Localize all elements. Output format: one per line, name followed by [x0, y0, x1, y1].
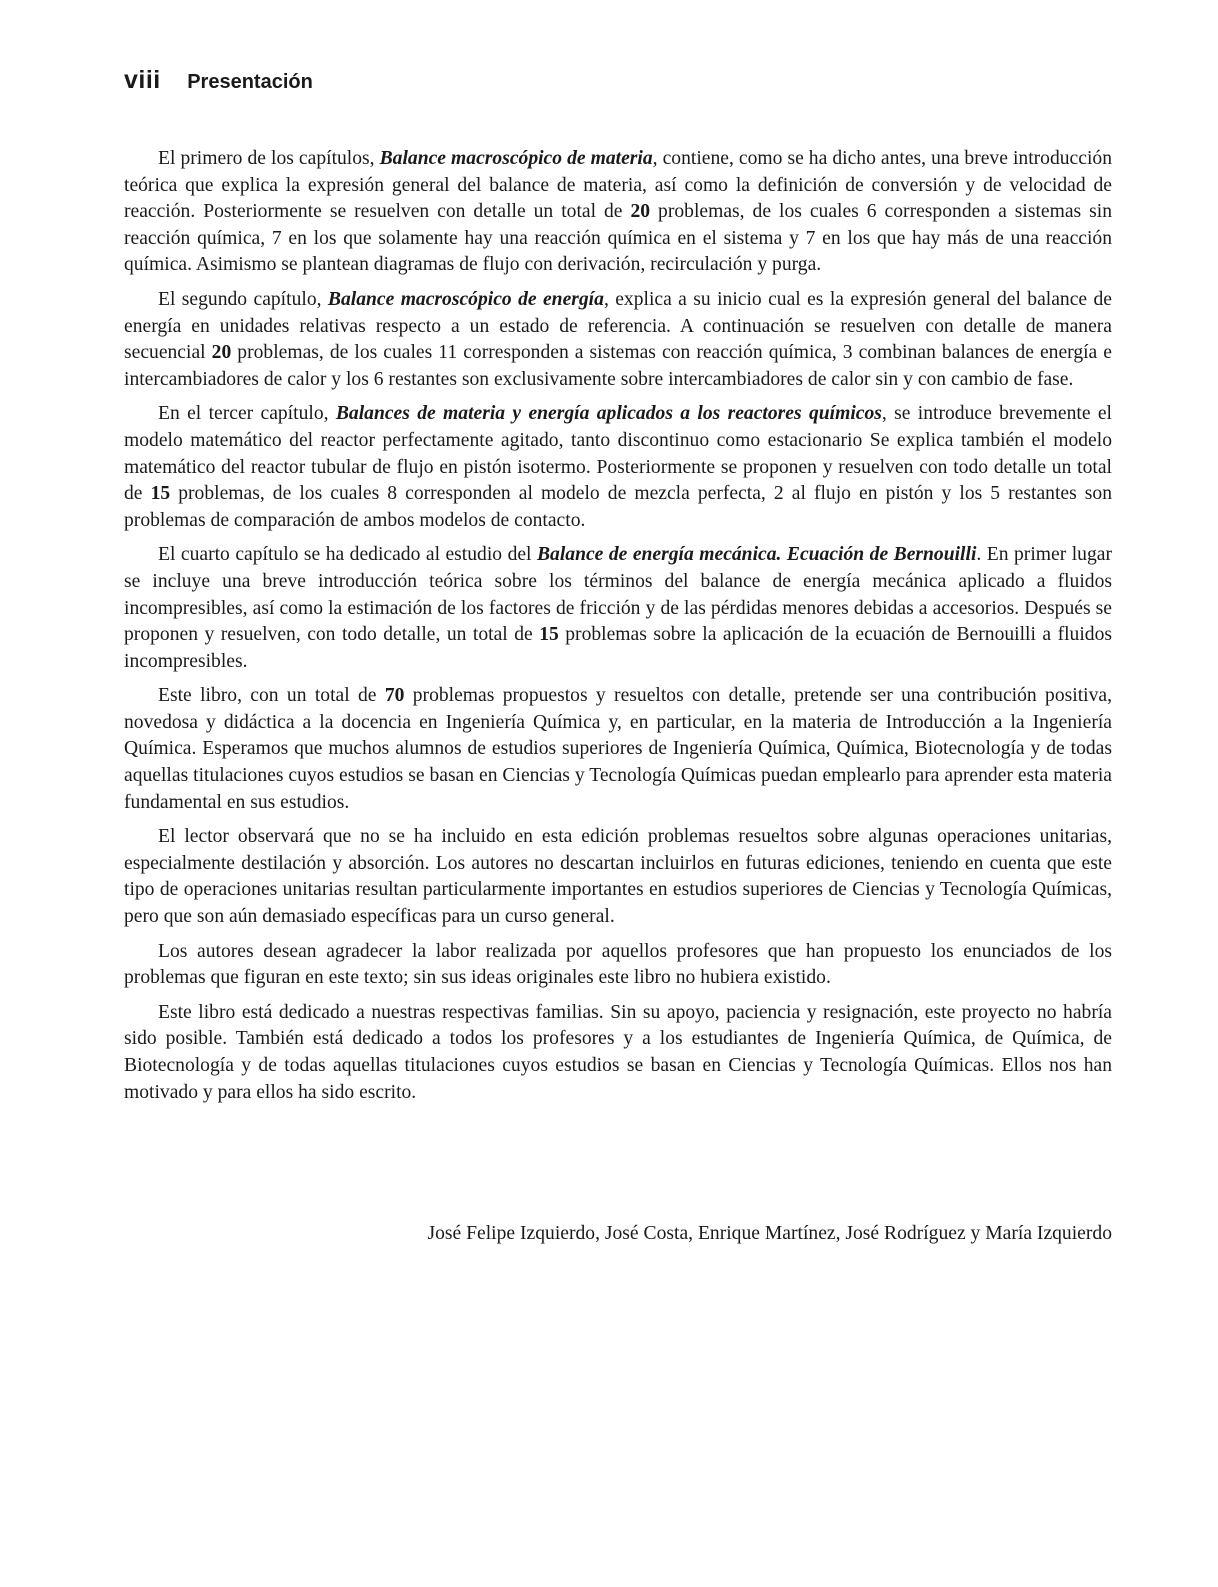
text-run: problemas, de los cuales 11 corresponden a sistemas con reacción química, 3 combinan balances de energía e intercambiadores de calor y los 6 restantes son exclusivamente sobre intercambiadores de calor sin y con cambio de fase. [124, 342, 1112, 390]
problem-count: 20 [630, 201, 651, 223]
section-title: Presentación [187, 71, 313, 93]
body-text [124, 146, 1112, 1114]
paragraph [124, 401, 1112, 534]
chapter-title-emphasis: Balance macroscópico de materia [379, 148, 653, 169]
text-run: Este libro está dedicado a nuestras respectivas familias. Sin su apoyo, paciencia y resignación, este proyecto no habría sido posible. También está dedicado a todos los profesores y a los estudiantes de Ingeniería Química, de Química, de Biotecnología y de todas aquellas titulaciones cuyos estudios se basan en Ciencias y Tecnología Químicas. Ellos nos han motivado y para ellos ha sido escrito. [124, 1001, 1112, 1103]
text-run: El segundo capítulo, [158, 288, 328, 310]
text-run: El primero de los capítulos, [158, 148, 380, 169]
text-run: El lector observará que no se ha incluido en esta edición problemas resueltos sobre algunas operaciones unitarias, especialmente destilación y absorción. Los autores no descartan incluirlos en futuras ediciones, teniendo en cuenta que este tipo de operaciones unitarias resultan particularmente importantes en estudios superiores de Ciencias y Tecnología Químicas, pero que son aún demasiado específicas para un curso general. [124, 826, 1112, 928]
problem-count: 15 [150, 483, 171, 505]
text-run: En el tercer capítulo, [158, 403, 336, 425]
paragraph [124, 287, 1112, 393]
text-run: problemas, de los cuales 8 corresponden al modelo de mezcla perfecta, 2 al flujo en pistón y los 5 restantes son problemas de comparación de ambos modelos de contacto. [124, 483, 1112, 531]
authors-signature: José Felipe Izquierdo, José Costa, Enrique Martínez, José Rodríguez y María Izquierdo [427, 1223, 1112, 1244]
text-run: problemas, de los cuales 6 corresponden a sistemas sin reacción química, 7 en los que solamente hay una reacción química en el sistema y 7 en los que hay más de una reacción química. Asimismo se plantean diagramas de flujo con derivación, recirculación y purga. [124, 201, 1112, 276]
paragraph [124, 824, 1112, 930]
chapter-title-emphasis: Balances de materia y energía aplicados a los reactores químicos [335, 403, 882, 425]
paragraph [124, 1000, 1112, 1106]
paragraph [124, 939, 1112, 992]
paragraph [124, 542, 1112, 675]
text-run: El cuarto capítulo se ha dedicado al estudio del [158, 544, 537, 566]
text-run: , se introduce brevemente el modelo matemático del reactor perfectamente agitado, tanto discontinuo como estacionario Se explica también el modelo matemático del reactor tubular de flujo en pistón isotermo. Posteriormente se proponen y resuelven con todo detalle un total de [124, 403, 1112, 505]
text-run: , contiene, como se ha dicho antes, una breve introducción teórica que explica la expresión general del balance de materia, así como la definición de conversión y de velocidad de reacción. Posteriormente se resuelven con detalle un total de [124, 148, 1112, 223]
problem-count: 70 [384, 685, 405, 707]
text-run: Los autores desean agradecer la labor realizada por aquellos profesores que han propuesto los enunciados de los problemas que figuran en este texto; sin sus ideas originales este libro no hubiera existido. [124, 940, 1112, 989]
problem-count: 20 [211, 342, 232, 364]
chapter-title-emphasis: Balance de energía mecánica. Ecuación de Bernouilli [536, 544, 977, 566]
page-number: viii [124, 66, 161, 94]
running-head [124, 66, 313, 95]
chapter-title-emphasis: Balance macroscópico de energía [327, 288, 604, 310]
text-run: problemas propuestos y resueltos con detalle, pretende ser una contribución positiva, novedosa y didáctica a la docencia en Ingeniería Química y, en particular, en la materia de Introducción a la Ingeniería Química. Esperamos que muchos alumnos de estudios superiores de Ingeniería Química, Química, Biotecnología y de todas aquellas titulaciones cuyos estudios se basan en Ciencias y Tecnología Químicas puedan emplearlo para aprender esta materia fundamental en sus estudios. [124, 685, 1112, 813]
text-run: . En primer lugar se incluye una breve introducción teórica sobre los términos del balance de energía mecánica aplicado a fluidos incompresibles, así como la estimación de los factores de fricción y de las pérdidas menores debidas a accesorios. Después se proponen y resuelven, con todo detalle, un total de [124, 544, 1112, 646]
problem-count: 15 [539, 624, 559, 646]
paragraph [124, 146, 1112, 279]
text-run: , explica a su inicio cual es la expresión general del balance de energía en unidades relativas respecto a un estado de referencia. A continuación se resuelven con detalle de manera secuencial [124, 288, 1112, 364]
paragraph [124, 683, 1112, 816]
text-run: Este libro, con un total de [158, 685, 385, 707]
text-run: problemas sobre la aplicación de la ecuación de Bernouilli a fluidos incompresibles. [124, 624, 1113, 672]
